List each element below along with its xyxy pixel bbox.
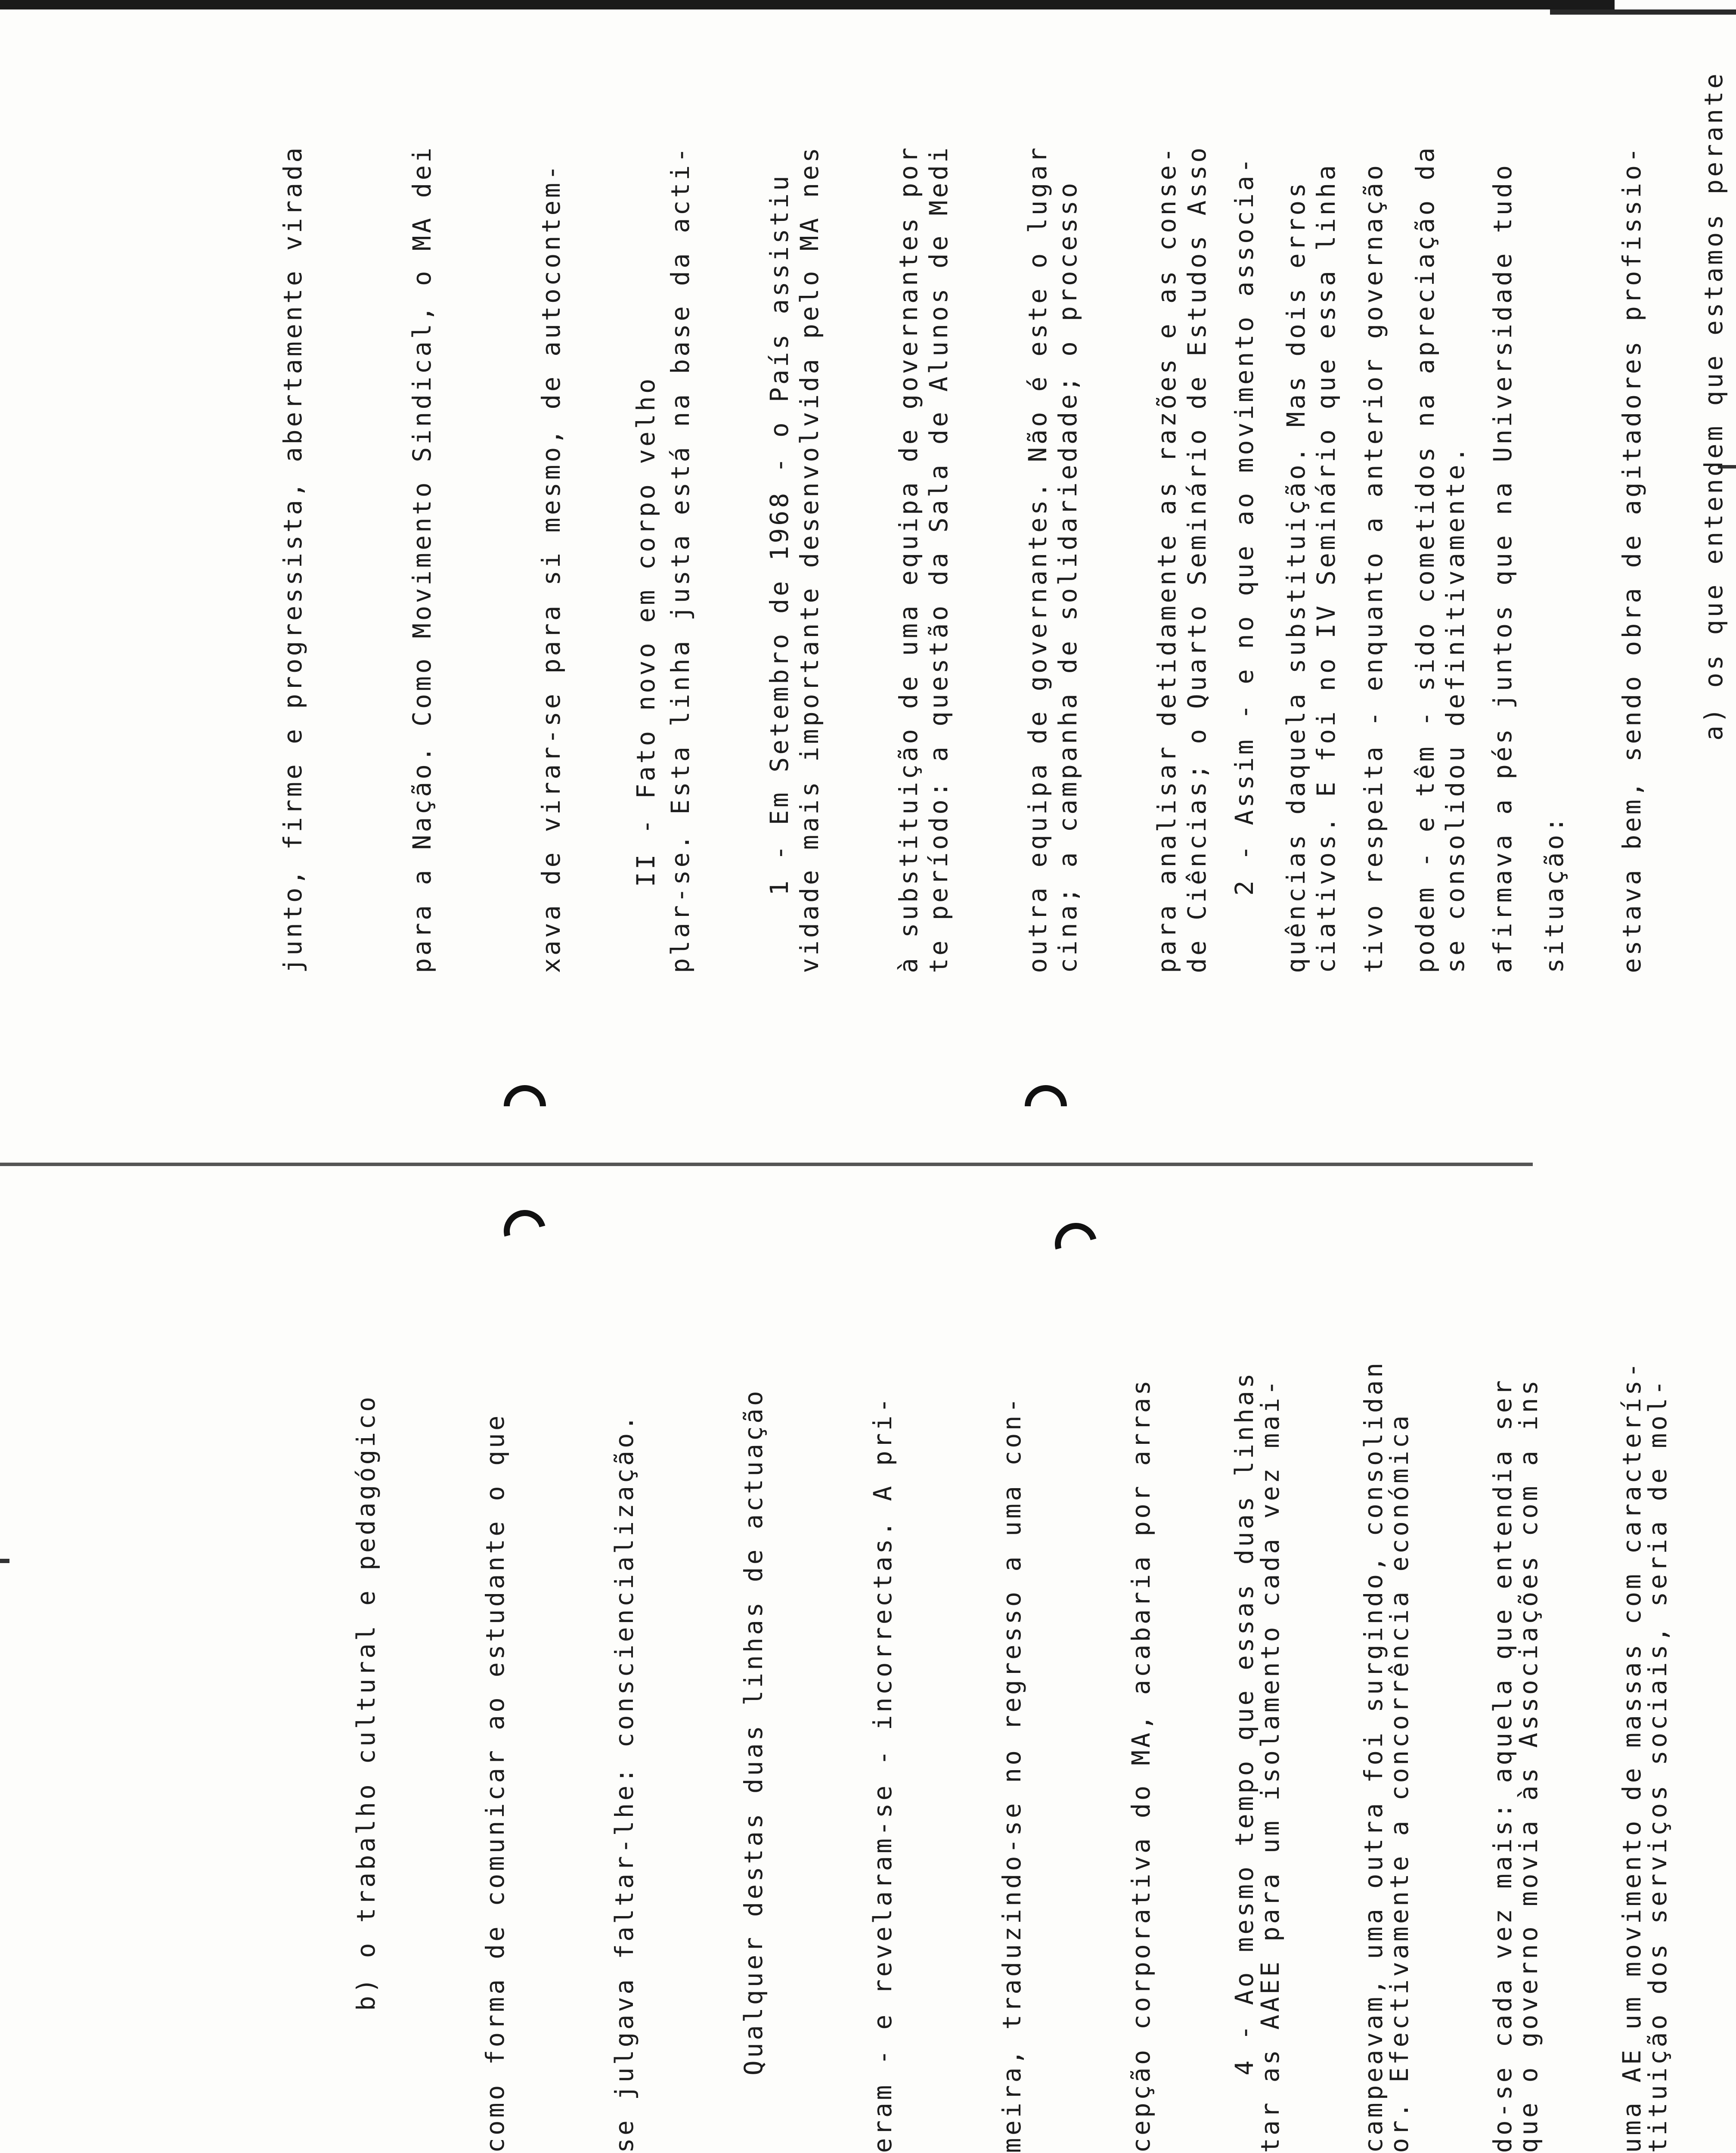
- text-line: à substituição de uma equipa de governantes por: [894, 145, 923, 973]
- scan-tick-mark: [0, 1559, 9, 1563]
- right-column-part3: [1137, 145, 1736, 973]
- text-line: estava bem, sendo obra de agitadores profissio-: [1617, 145, 1646, 973]
- text-line: ciativos. E foi no IV Seminário que essa linha: [1311, 162, 1341, 973]
- text-line: cepção corporativa do MA, acabaria por arras: [1126, 1377, 1156, 2153]
- text-line: xava de virar-se para si mesmo, de autocontem-: [536, 162, 566, 973]
- scan-border-top-right: [1550, 9, 1736, 15]
- text-line: Qualquer destas duas linhas de actuação: [739, 1388, 768, 2075]
- text-line: te período: a questão da Sala de Alunos de Medi: [924, 145, 953, 973]
- punch-hole-mark: [495, 1076, 555, 1136]
- text-line: tituição dos serviços sociais, seria de mol-: [1643, 1377, 1672, 2153]
- text-line: meira, traduzindo-se no regresso a uma con-: [997, 1395, 1026, 2153]
- text-line: or. Efectivamente a concorrência económica: [1385, 1413, 1414, 2153]
- punch-hole-mark: [1047, 1215, 1105, 1273]
- text-line: b) o trabalho cultural e pedagógico: [351, 1394, 381, 2011]
- text-line: uma AE um movimento de massas com caracterís-: [1617, 1360, 1646, 2153]
- punch-hole-mark: [1016, 1076, 1076, 1136]
- text-line: podem - e têm - sido cometidos na apreciação da: [1410, 145, 1440, 973]
- text-line: 4 - Ao mesmo tempo que essas duas linhas: [1230, 1371, 1259, 2075]
- text-line: outra equipa de governantes. Não é este o lugar: [1023, 145, 1052, 973]
- text-line: 1 - Em Setembro de 1968 - o País assistiu: [765, 173, 794, 896]
- text-line: cina; a campanha de solidariedade; o processo: [1053, 180, 1082, 973]
- text-line: eram - e revelaram-se - incorrectas. A pri-: [868, 1395, 897, 2153]
- text-line: para analisar detidamente as razões e as conse-: [1152, 145, 1181, 973]
- text-line: como forma de comunicar ao estudante o que: [480, 1413, 510, 2153]
- text-line: a) os que entendem que estamos perante: [1699, 71, 1728, 741]
- text-line: quências daquela substituição. Mas dois erros: [1281, 180, 1311, 973]
- text-line: tar as AAEE para um isolamento cada vez mai-: [1256, 1377, 1285, 2153]
- text-line: vidade mais importante desenvolvida pelo MA nes: [795, 145, 824, 973]
- text-line: se consolidou definitivamente.: [1441, 444, 1470, 973]
- text-line: junto, firme e progressista, abertamente virada: [278, 145, 307, 973]
- text-line: para a Nação. Como Movimento Sindical, o MA dei: [407, 145, 437, 973]
- page-fold-line: [0, 1163, 1533, 1166]
- scan-border-top: [0, 0, 1615, 9]
- text-line: tivo respeita - enquanto a anterior governação: [1359, 162, 1388, 973]
- text-line: do-se cada vez mais: aquela que entendia ser: [1488, 1377, 1517, 2153]
- text-line: plar-se. Esta linha justa está na base da acti-: [666, 145, 695, 973]
- punch-hole-mark: [496, 1202, 554, 1260]
- text-line: de Ciências; o Quarto Seminário de Estudos Asso: [1182, 145, 1212, 973]
- text-line: situação:: [1540, 814, 1569, 973]
- section-heading: II - Fato novo em corpo velho: [631, 376, 660, 887]
- text-line: afirmava a pés juntos que na Universidade tudo: [1488, 162, 1517, 973]
- text-line: que o governo movia às Associações com a ins: [1514, 1377, 1543, 2153]
- left-column-part2: [1137, 1360, 1736, 2153]
- text-line: 2 - Assim - e no que ao movimento associa-: [1230, 155, 1259, 896]
- text-line: se julgava faltar-lhe: consciencialização.: [610, 1413, 639, 2153]
- text-line: campeavam, uma outra foi surgindo, consolidan: [1359, 1360, 1388, 2153]
